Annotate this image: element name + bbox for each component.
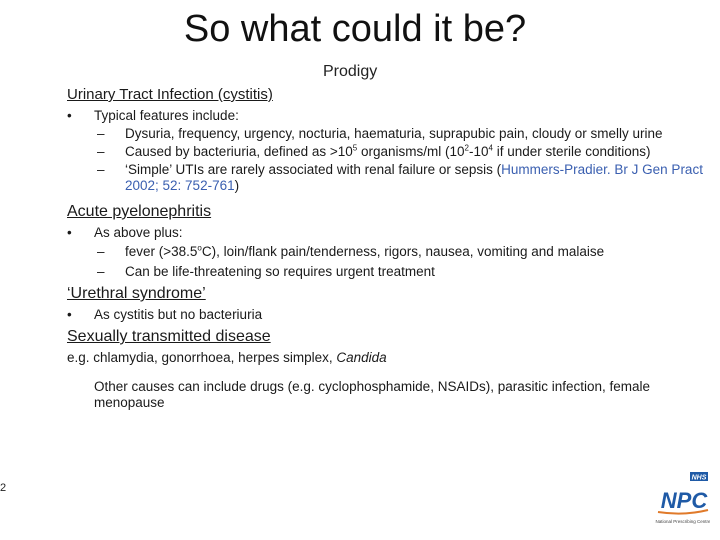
simple-uti-text: ) [234,178,240,193]
dash-marker: – [97,126,105,141]
pyelo-item-threat [67,264,707,280]
superscript: 2 [464,143,469,153]
superscript: 4 [488,143,493,153]
pyelo-bullet [67,224,707,241]
uti-heading: Urinary Tract Infection (cystitis) [67,86,273,103]
bullet-marker: • [67,225,72,240]
fever-text: fever (>38.5 [125,244,198,259]
npc-logo-text: NPC [660,488,708,513]
sti-text [67,349,707,366]
threat-text: Can be life-threatening so requires urgent treatment [125,264,435,279]
npc-tagline: National Prescribing Centre [655,519,710,524]
pyelo-item-fever [67,244,707,260]
slide-title: So what could it be? [183,8,527,50]
npc-logo-graphic [648,470,710,530]
superscript: o [197,243,202,253]
sti-heading: Sexually transmitted disease [67,328,271,345]
sti-text-italic: Candida [336,350,387,365]
nhs-badge-text: NHS [691,474,707,482]
bacteriuria-text: Caused by bacteriuria, defined as >10 [125,144,353,159]
superscript: 5 [352,143,358,153]
pyelo-heading: Acute pyelonephritis [67,203,212,220]
other-causes-note: Other causes can include drugs (e.g. cyclophosphamide, NSAIDs), parasitic infection, female menopause [94,379,651,410]
dash-marker: – [97,244,105,259]
uti-bullet-text: Typical features include: [94,108,239,123]
uti-item-simple [67,162,707,194]
bullet-marker: • [67,307,72,322]
slide-content [67,85,707,411]
bacteriuria-text: if under sterile conditions) [492,144,651,159]
sti-text-plain: e.g. chlamydia, gonorrhoea, herpes simplex, [67,350,337,365]
bacteriuria-text: organisms/ml (10 [357,144,465,159]
fever-text: C), loin/flank pain/tenderness, rigors, nausea, vomiting and malaise [201,244,605,259]
page-number: 2 [0,482,7,494]
simple-uti-text: ‘Simple’ UTIs are rarely associated with renal failure or sepsis ( [125,162,502,177]
uti-item-bacteriuria [67,144,707,160]
uti-bullet [67,107,707,124]
dash-marker: – [97,264,105,279]
urethral-heading: ‘Urethral syndrome’ [67,285,206,302]
bullet-marker: • [67,108,72,123]
uti-item-symptoms [67,126,707,142]
npc-logo [648,470,710,530]
source-label: Prodigy [323,63,378,80]
urethral-bullet-text: As cystitis but no bacteriuria [94,307,263,322]
uti-item-symptoms-text: Dysuria, frequency, urgency, nocturia, haematuria, suprapubic pain, cloudy or smelly urine [125,126,663,141]
dash-marker: – [97,162,105,177]
urethral-bullet [67,306,707,323]
pyelo-bullet-text: As above plus: [94,225,183,240]
reference-link[interactable]: Hummers-Pradier. Br J Gen Pract 2002; 52: 752-761 [125,162,703,193]
bacteriuria-text: -10 [468,144,489,159]
dash-marker: – [97,144,105,159]
